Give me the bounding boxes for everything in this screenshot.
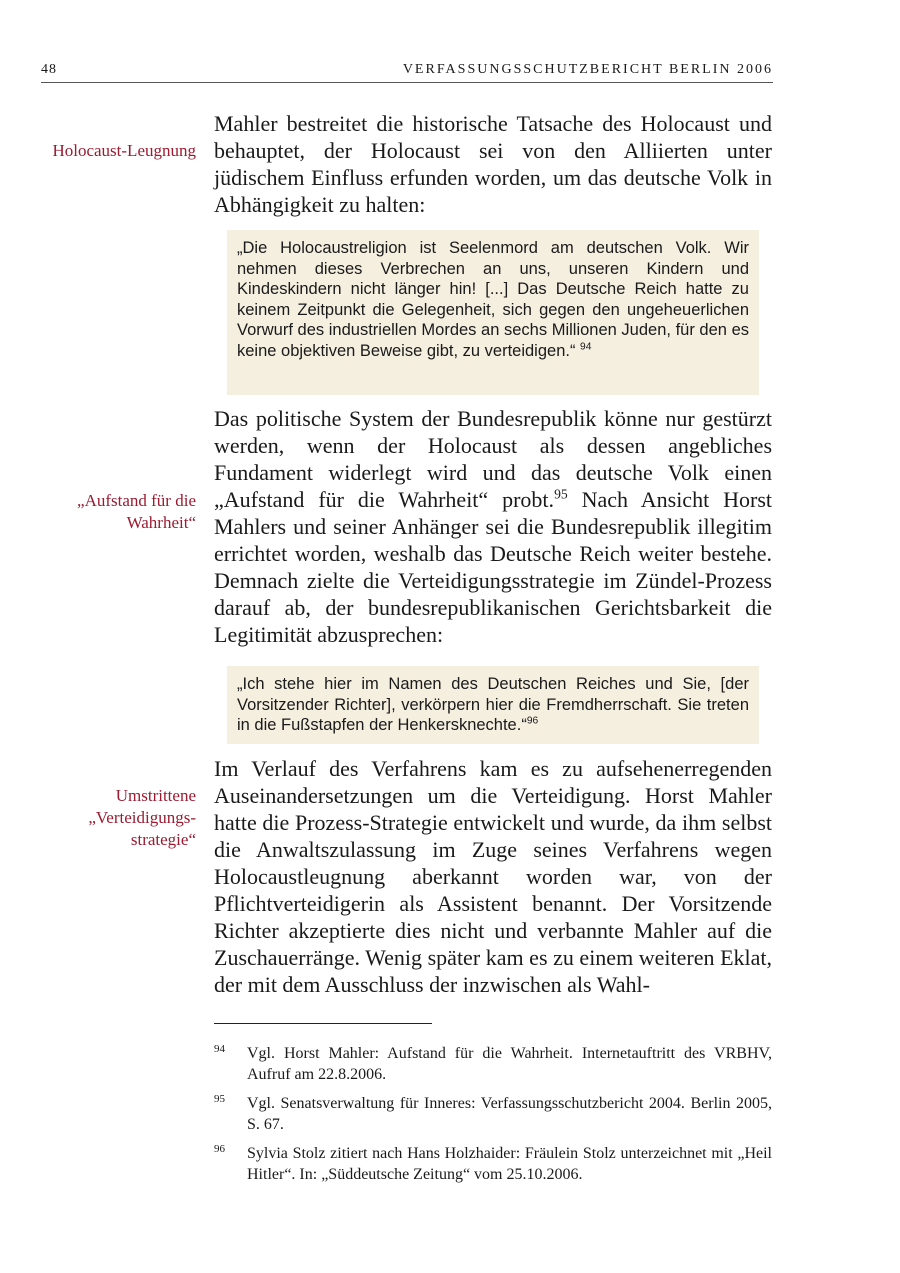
quote-text: „Die Holocaustreligion ist Seelenmord am deutschen Volk. Wir nehmen dieses Verbrechen an uns, unseren Kindern und Kindeskindern nicht länger hin! [...] Das Deutsche Reich hatte zu keinem Zeitpunkt die Gelegenheit, sich gegen den ungeheuerlichen Vorwurf des industriellen Mordes an sechs Millionen Juden, für den es keine objektiven Beweise gibt, zu verteidigen.“ xyxy=(237,239,749,360)
margin-note-line: Umstrittene xyxy=(115,786,196,805)
margin-note-line: strategie“ xyxy=(130,830,196,849)
footnote-ref-95[interactable]: 95 xyxy=(554,486,568,502)
margin-note-aufstand xyxy=(6,490,196,534)
footnote-ref-94[interactable]: 94 xyxy=(580,341,592,352)
margin-note-text: Holocaust-Leugnung xyxy=(52,141,196,160)
quote-block-reich xyxy=(227,666,759,744)
paragraph-text: Das politische System der Bundesrepublik könne nur gestürzt werden, wenn der Holocaust als dessen angebliches Fundament widerlegt wird und das deutsche Volk einen „Aufstand für die Wahrheit“ probt. xyxy=(214,406,772,512)
paragraph-text: Nach Ansicht Horst Mahlers und seiner Anhänger sei die Bundesrepublik illegitim errichtet worden, weshalb das Deutsche Reich weiter bestehe. Demnach zielte die Verteidigungsstrategie im Zündel-Prozess darauf ab, der bundesrepublikanischen Gerichtsbarkeit die Legitimität abzusprechen: xyxy=(214,487,773,647)
paragraph-system xyxy=(214,405,772,648)
footnote-94 xyxy=(214,1043,772,1085)
page-header xyxy=(41,62,773,83)
footnote-text: Sylvia Stolz zitiert nach Hans Holzhaider: Fräulein Stolz unterzeichnet mit „Heil Hitler“. In: „Süddeutsche Zeitung“ vom 25.10.2006. xyxy=(247,1145,772,1183)
footnote-number: 95 xyxy=(214,1093,225,1105)
margin-note-line: Wahrheit“ xyxy=(126,513,196,532)
footnote-96 xyxy=(214,1143,772,1185)
running-title: VERFASSUNGSSCHUTZBERICHT BERLIN 2006 xyxy=(402,62,773,77)
footnote-ref-96[interactable]: 96 xyxy=(526,715,539,727)
margin-note-umstrittene xyxy=(6,785,196,851)
page-number: 48 xyxy=(41,62,57,77)
footnote-number: 94 xyxy=(214,1043,225,1055)
footnote-number: 96 xyxy=(214,1143,225,1155)
paragraph-verfahren: Im Verlauf des Verfahrens kam es zu aufsehenerregenden Auseinandersetzungen um die Verteidigung. Horst Mahler hatte die Prozess-Strategie entwickelt und wurde, da ihm selbst die Anwaltszulassung im Zuge seines Verfahrens wegen Holocaustleugnung aberkannt worden war, von der Pflichtverteidigerin als Assistent benannt. Der Vorsitzende Richter akzeptierte dies nicht und verbannte Mahler auf die Zuschauerränge. Wenig später kam es zu einem weiteren Eklat, der mit dem Ausschluss der inzwischen als Wahl- xyxy=(214,756,772,997)
margin-note-line: „Verteidigungs- xyxy=(88,808,196,827)
margin-note-holocaust-leugnung xyxy=(6,140,196,162)
footnote-95 xyxy=(214,1093,772,1135)
quote-block-holocaustreligion xyxy=(227,230,759,395)
footnote-text: Vgl. Horst Mahler: Aufstand für die Wahrheit. Internetauftritt des VRBHV, Aufruf am 22.8.2006. xyxy=(247,1045,772,1083)
footnote-divider xyxy=(214,1023,432,1024)
footnote-text: Vgl. Senatsverwaltung für Inneres: Verfassungsschutzbericht 2004. Berlin 2005, S. 67. xyxy=(247,1095,772,1133)
margin-note-line: „Aufstand für die xyxy=(77,491,196,510)
paragraph-intro: Mahler bestreitet die historische Tatsache des Holocaust und behauptet, der Holocaust sei von den Alliierten unter jüdischem Einfluss erfunden worden, um das deutsche Volk in Abhängigkeit zu halten: xyxy=(214,111,772,217)
quote-text: „Ich stehe hier im Namen des Deutschen Reiches und Sie, [der Vorsitzender Richter], verkörpern hier die Fremdherrschaft. Sie treten in die Fußstapfen der Henkersknechte.“ xyxy=(237,675,749,734)
